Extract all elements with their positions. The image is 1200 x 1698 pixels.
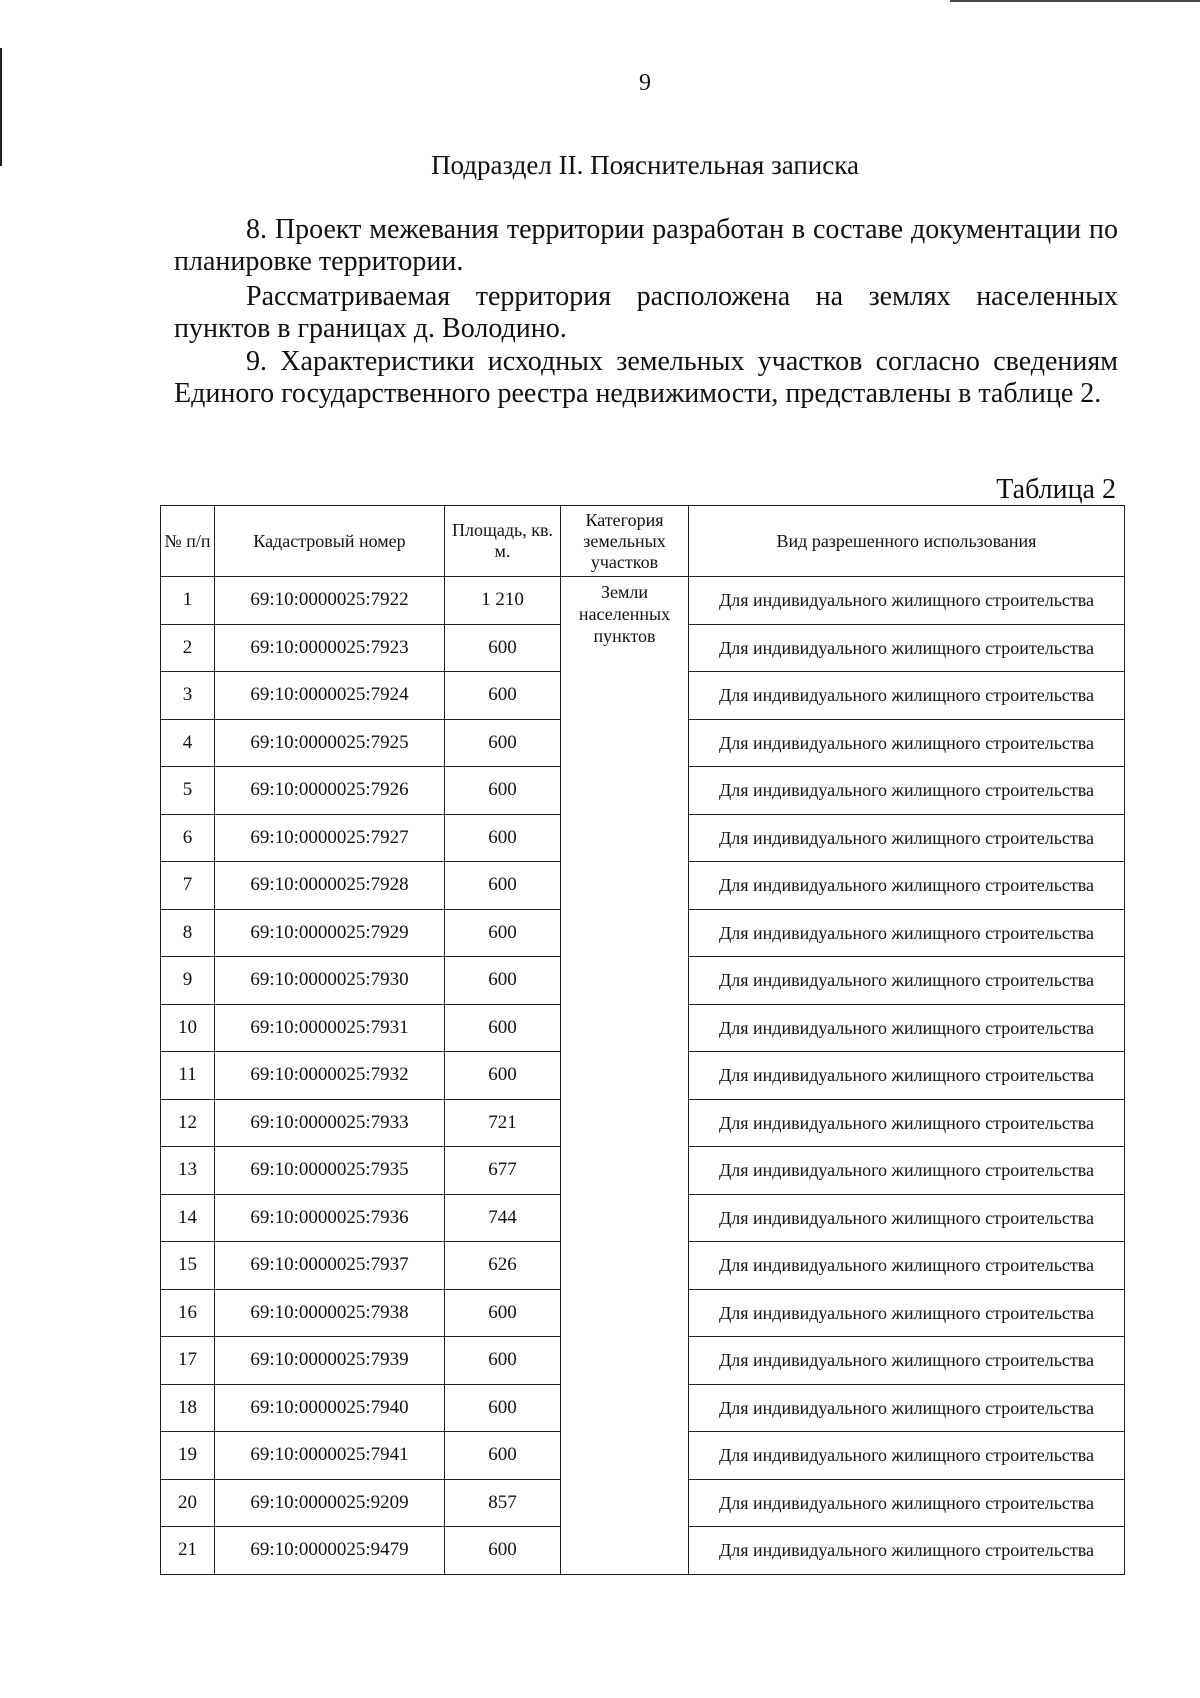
row-number-cell: 13 bbox=[161, 1147, 215, 1195]
row-number-cell: 19 bbox=[161, 1432, 215, 1480]
area-cell: 600 bbox=[445, 1004, 561, 1052]
permitted-use-cell: Для индивидуального жилищного строительства bbox=[689, 1004, 1125, 1052]
cadastral-number-cell: 69:10:0000025:7939 bbox=[215, 1337, 445, 1385]
table-header-row bbox=[161, 506, 1125, 577]
cadastral-number-cell: 69:10:0000025:7927 bbox=[215, 814, 445, 862]
permitted-use-cell: Для индивидуального жилищного строительства bbox=[689, 577, 1125, 625]
paragraph-1-text: 8. Проект межевания территории разработан в составе документации по планировке территории. bbox=[174, 214, 1118, 277]
cadastral-number-cell: 69:10:0000025:7925 bbox=[215, 719, 445, 767]
row-number-cell: 16 bbox=[161, 1289, 215, 1337]
row-number-cell: 5 bbox=[161, 767, 215, 815]
permitted-use-cell: Для индивидуального жилищного строительства bbox=[689, 1432, 1125, 1480]
area-cell: 600 bbox=[445, 1052, 561, 1100]
area-cell: 600 bbox=[445, 767, 561, 815]
area-cell: 600 bbox=[445, 719, 561, 767]
permitted-use-cell: Для индивидуального жилищного строительства bbox=[689, 1384, 1125, 1432]
table-body bbox=[161, 577, 1125, 1575]
area-cell: 626 bbox=[445, 1242, 561, 1290]
scan-edge-left bbox=[0, 48, 2, 166]
permitted-use-cell: Для индивидуального жилищного строительства bbox=[689, 862, 1125, 910]
cadastral-number-cell: 69:10:0000025:9209 bbox=[215, 1479, 445, 1527]
permitted-use-cell: Для индивидуального жилищного строительства bbox=[689, 1337, 1125, 1385]
row-number-cell: 15 bbox=[161, 1242, 215, 1290]
area-cell: 600 bbox=[445, 957, 561, 1005]
paragraph-1-block bbox=[174, 214, 1118, 278]
cadastral-number-cell: 69:10:0000025:7937 bbox=[215, 1242, 445, 1290]
scan-edge-top bbox=[950, 0, 1200, 2]
area-cell: 600 bbox=[445, 1527, 561, 1575]
header-cadastral: Кадастровый номер bbox=[215, 506, 445, 577]
area-cell: 744 bbox=[445, 1194, 561, 1242]
area-cell: 600 bbox=[445, 814, 561, 862]
permitted-use-cell: Для индивидуального жилищного строительства bbox=[689, 957, 1125, 1005]
cadastral-number-cell: 69:10:0000025:7924 bbox=[215, 672, 445, 720]
row-number-cell: 7 bbox=[161, 862, 215, 910]
row-number-cell: 14 bbox=[161, 1194, 215, 1242]
permitted-use-cell: Для индивидуального жилищного строительства bbox=[689, 1052, 1125, 1100]
cadastral-number-cell: 69:10:0000025:9479 bbox=[215, 1527, 445, 1575]
paragraph-3 bbox=[174, 346, 1118, 410]
area-cell: 600 bbox=[445, 624, 561, 672]
paragraph-2 bbox=[174, 281, 1118, 345]
header-num: № п/п bbox=[161, 506, 215, 577]
cadastral-number-cell: 69:10:0000025:7935 bbox=[215, 1147, 445, 1195]
area-cell: 1 210 bbox=[445, 577, 561, 625]
permitted-use-cell: Для индивидуального жилищного строительства bbox=[689, 1194, 1125, 1242]
row-number-cell: 18 bbox=[161, 1384, 215, 1432]
area-cell: 600 bbox=[445, 1384, 561, 1432]
permitted-use-cell: Для индивидуального жилищного строительства bbox=[689, 1527, 1125, 1575]
area-cell: 600 bbox=[445, 862, 561, 910]
area-cell: 600 bbox=[445, 909, 561, 957]
paragraph-3-block bbox=[174, 346, 1118, 410]
permitted-use-cell: Для индивидуального жилищного строительства bbox=[689, 672, 1125, 720]
table-row bbox=[161, 577, 1125, 625]
table bbox=[160, 505, 1125, 1575]
section-title: Подраздел II. Пояснительная записка bbox=[431, 150, 859, 180]
permitted-use-cell: Для индивидуального жилищного строительства bbox=[689, 814, 1125, 862]
area-cell: 600 bbox=[445, 672, 561, 720]
category-cell: Земли населенных пунктов bbox=[561, 577, 689, 1575]
permitted-use-cell: Для индивидуального жилищного строительства bbox=[689, 1147, 1125, 1195]
cadastral-number-cell: 69:10:0000025:7930 bbox=[215, 957, 445, 1005]
header-area: Площадь, кв. м. bbox=[445, 506, 561, 577]
permitted-use-cell: Для индивидуального жилищного строительства bbox=[689, 1479, 1125, 1527]
area-cell: 857 bbox=[445, 1479, 561, 1527]
row-number-cell: 4 bbox=[161, 719, 215, 767]
cadastral-number-cell: 69:10:0000025:7932 bbox=[215, 1052, 445, 1100]
permitted-use-cell: Для индивидуального жилищного строительства bbox=[689, 909, 1125, 957]
row-number-cell: 8 bbox=[161, 909, 215, 957]
page-number: 9 bbox=[639, 70, 651, 96]
row-number-cell: 10 bbox=[161, 1004, 215, 1052]
header-category: Категория земельных участков bbox=[561, 506, 689, 577]
cadastral-number-cell: 69:10:0000025:7923 bbox=[215, 624, 445, 672]
area-cell: 600 bbox=[445, 1337, 561, 1385]
area-cell: 600 bbox=[445, 1432, 561, 1480]
row-number-cell: 11 bbox=[161, 1052, 215, 1100]
permitted-use-cell: Для индивидуального жилищного строительства bbox=[689, 1099, 1125, 1147]
land-plots-table bbox=[160, 505, 1124, 1575]
row-number-cell: 9 bbox=[161, 957, 215, 1005]
cadastral-number-cell: 69:10:0000025:7928 bbox=[215, 862, 445, 910]
paragraph-1 bbox=[174, 214, 1118, 278]
permitted-use-cell: Для индивидуального жилищного строительства bbox=[689, 1242, 1125, 1290]
cadastral-number-cell: 69:10:0000025:7936 bbox=[215, 1194, 445, 1242]
paragraph-3-text: 9. Характеристики исходных земельных участков согласно сведениям Единого государственного реестра недвижимости, представлены в таблице 2. bbox=[174, 346, 1118, 409]
cadastral-number-cell: 69:10:0000025:7938 bbox=[215, 1289, 445, 1337]
header-use: Вид разрешенного использования bbox=[689, 506, 1125, 577]
paragraph-2-block bbox=[174, 281, 1118, 345]
area-cell: 600 bbox=[445, 1289, 561, 1337]
area-cell: 677 bbox=[445, 1147, 561, 1195]
row-number-cell: 17 bbox=[161, 1337, 215, 1385]
cadastral-number-cell: 69:10:0000025:7922 bbox=[215, 577, 445, 625]
row-number-cell: 1 bbox=[161, 577, 215, 625]
area-cell: 721 bbox=[445, 1099, 561, 1147]
row-number-cell: 2 bbox=[161, 624, 215, 672]
cadastral-number-cell: 69:10:0000025:7929 bbox=[215, 909, 445, 957]
row-number-cell: 3 bbox=[161, 672, 215, 720]
cadastral-number-cell: 69:10:0000025:7941 bbox=[215, 1432, 445, 1480]
cadastral-number-cell: 69:10:0000025:7931 bbox=[215, 1004, 445, 1052]
permitted-use-cell: Для индивидуального жилищного строительства bbox=[689, 1289, 1125, 1337]
cadastral-number-cell: 69:10:0000025:7940 bbox=[215, 1384, 445, 1432]
permitted-use-cell: Для индивидуального жилищного строительства bbox=[689, 767, 1125, 815]
permitted-use-cell: Для индивидуального жилищного строительства bbox=[689, 719, 1125, 767]
row-number-cell: 6 bbox=[161, 814, 215, 862]
row-number-cell: 21 bbox=[161, 1527, 215, 1575]
permitted-use-cell: Для индивидуального жилищного строительства bbox=[689, 624, 1125, 672]
cadastral-number-cell: 69:10:0000025:7933 bbox=[215, 1099, 445, 1147]
row-number-cell: 20 bbox=[161, 1479, 215, 1527]
paragraph-2-text: Рассматриваемая территория расположена на землях населенных пунктов в границах д. Володино. bbox=[174, 281, 1118, 344]
table-caption: Таблица 2 bbox=[996, 474, 1116, 505]
row-number-cell: 12 bbox=[161, 1099, 215, 1147]
cadastral-number-cell: 69:10:0000025:7926 bbox=[215, 767, 445, 815]
